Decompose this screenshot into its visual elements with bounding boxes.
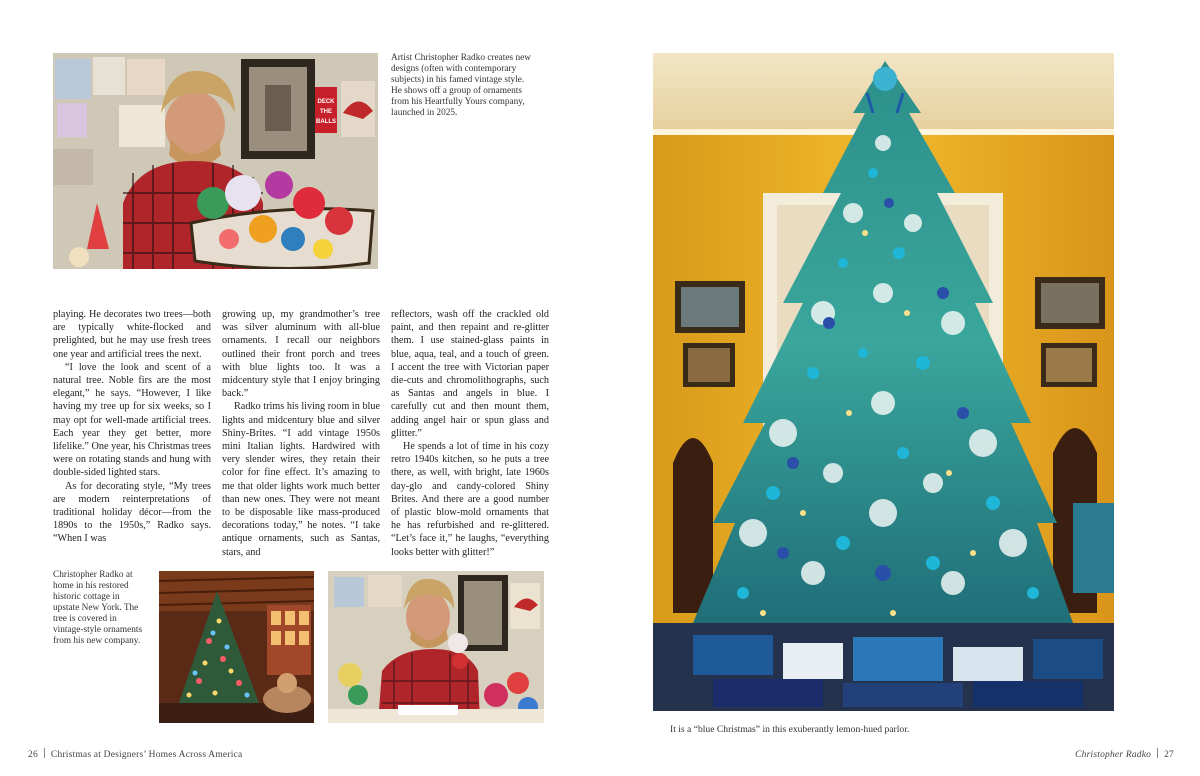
photo-artist-with-ornaments	[53, 53, 378, 269]
paragraph: “I love the look and scent of a natural tree. Noble firs are the most elegant,” he says. “However, I like having my tree up for six weeks, so I may opt for well-made artificial trees. Each year they get better, more lifelike.” One year, his Christmas trees were on rotating stands and hung with double-sided lighted stars.	[53, 361, 211, 479]
paragraph: growing up, my grandmother’s tree was silver aluminum with all-blue ornaments. I recall our neighbors outlined their front porch and trees with blue lights too. It was a midcentury style that I enjoy bringing back.”	[222, 309, 380, 400]
paragraph: As for decorating style, “My trees are modern reinterpretations of traditional holiday décor—from the 1890s to the 1950s,” Radko says. “When I was	[53, 480, 211, 545]
page-number: 27	[1164, 750, 1174, 760]
photo-painting-ornament	[328, 571, 544, 723]
svg-text:THE: THE	[320, 109, 332, 115]
bottom-photos-caption: Christopher Radko at home in his restored historic cottage in upstate New York. The tree is covered in vintage-style ornaments from his new company.	[53, 570, 143, 646]
photo-blue-christmas-tree	[653, 53, 1114, 711]
top-photo-caption: Artist Christopher Radko creates new designs (often with contemporary subjects) in his famed vintage style. He shows off a group of ornaments from his Heartfully Yours company, launched in 2025.	[391, 53, 531, 118]
svg-text:DECK: DECK	[317, 99, 335, 105]
book-title: Christmas at Designers’ Homes Across America	[50, 750, 243, 760]
photo-cottage-tree	[159, 571, 314, 723]
body-column-2	[222, 308, 380, 559]
paragraph: Radko trims his living room in blue lights and midcentury blue and silver Shiny-Brites. “I add vintage 1950s mini Italian lights. Hardwired with very slender wires, they retain their color for fine effect. It’s amazing to me that older lights work much better than new ones. They were not meant to be disposable like mass-produced decorations today,” he notes. “I take antique ornaments, such as Santas, stars, and	[222, 401, 380, 558]
body-column-1	[53, 308, 211, 546]
folio-left	[28, 748, 242, 760]
right-photo-caption: It is a “blue Christmas” in this exuberantly lemon-hued parlor.	[670, 724, 910, 735]
paragraph: playing. He decorates two trees—both are typically white-flocked and prelighted, but he may use fresh trees one year and artificial trees the next.	[53, 309, 211, 360]
folio-divider	[1157, 748, 1158, 758]
body-column-3	[391, 308, 549, 559]
right-page	[600, 0, 1200, 776]
chapter-title: Christopher Radko	[1075, 750, 1152, 760]
svg-text:BALLS: BALLS	[316, 119, 336, 125]
folio-divider	[44, 748, 45, 758]
paragraph: reflectors, wash off the crackled old paint, and then repaint and re-glitter them. I use stained-glass paints in blue, aqua, teal, and a touch of green. I accent the tree with Victorian paper die-cuts and chromolithographs, such as Santas and angels in blue. I carefully cut and then mount them, adding angel hair or spun glass and glitter.”	[391, 309, 549, 439]
paragraph: He spends a lot of time in his cozy retro 1940s kitchen, so he puts a tree there, as well, with bright, late 1960s day-glo and candy-colored Shiny Brites. And there are a good number of plastic blow-mold ornaments that he has refurbished and re-glittered. “Let’s face it,” he laughs, “everything looks better with glitter!”	[391, 441, 549, 558]
folio-right	[1075, 748, 1174, 760]
page-number: 26	[28, 750, 38, 760]
